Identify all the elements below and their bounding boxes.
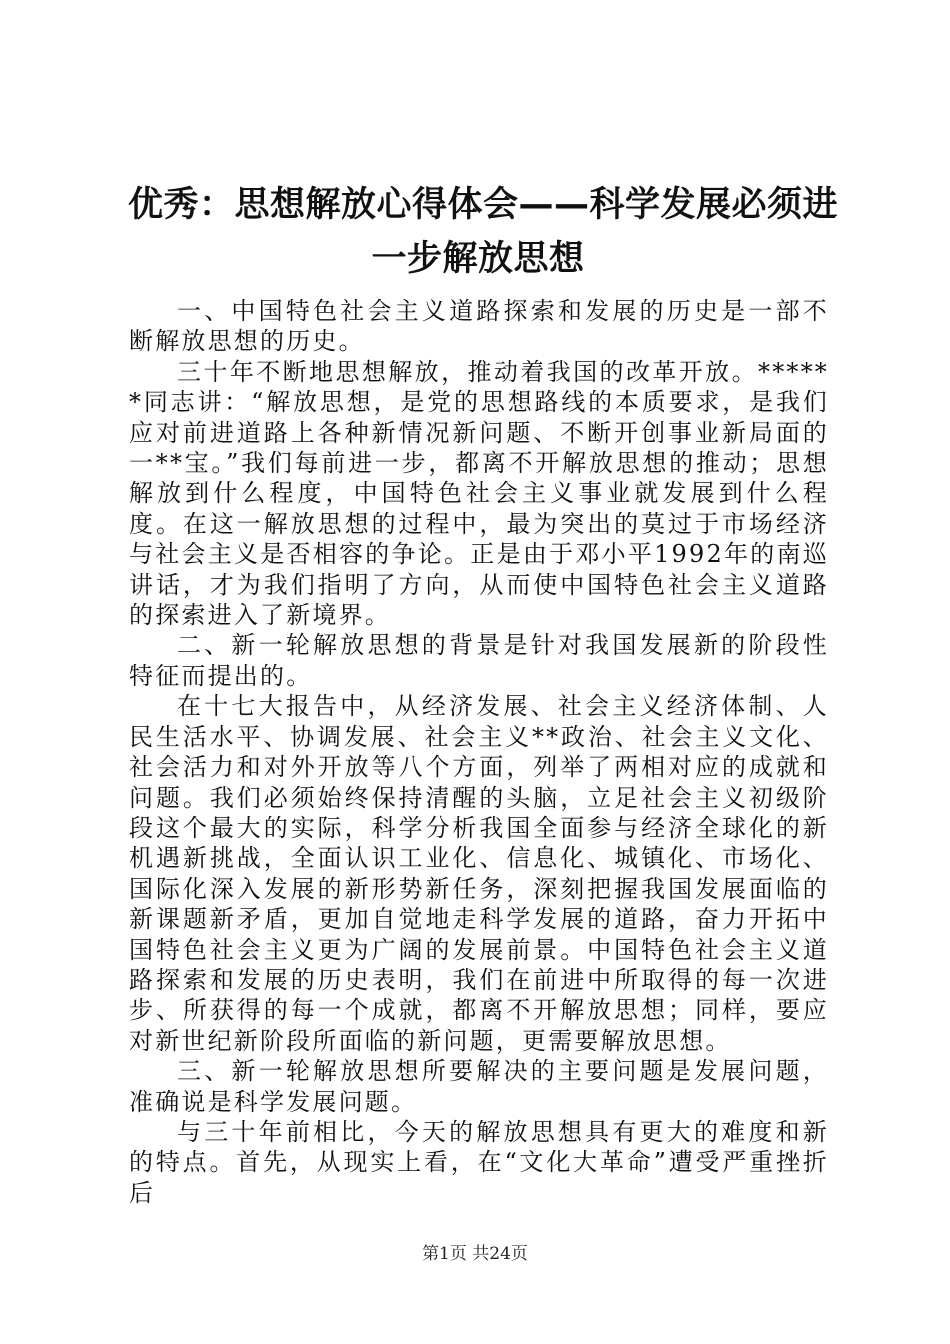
paragraph: 二、新一轮解放思想的背景是针对我国发展新的阶段性特征而提出的。	[129, 631, 829, 690]
paragraph: 与三十年前相比，今天的解放思想具有更大的难度和新的特点。首先，从现实上看，在“文化大革命”遭受严重挫折后	[129, 1117, 829, 1207]
title-line-1: 优秀：思想解放心得体会——科学发展必须进	[128, 185, 839, 225]
paragraph: 一、中国特色社会主义道路探索和发展的历史是一部不断解放思想的历史。	[129, 297, 829, 356]
page-total: 共24页	[472, 1244, 528, 1264]
paragraph: 在十七大报告中，从经济发展、社会主义经济体制、人民生活水平、协调发展、社会主义**政治、社会主义文化、社会活力和对外开放等八个方面，列举了两相对应的成就和问题。我们必须始终保持清醒的头脑，立足社会主义初级阶段这个最大的实际，科学分析我国全面参与经济全球化的新机遇新挑战，全面认识工业化、信息化、城镇化、市场化、国际化深入发展的新形势新任务，深刻把握我国发展面临的新课题新矛盾，更加自觉地走科学发展的道路，奋力开拓中国特色社会主义更为广阔的发展前景。中国特色社会主义道路探索和发展的历史表明，我们在前进中所取得的每一次进步、所获得的每一个成就，都离不开解放思想；同样，要应对新世纪新阶段所面临的新问题，更需要解放思想。	[129, 692, 829, 1055]
paragraph: 三、新一轮解放思想所要解决的主要问题是发展问题，准确说是科学发展问题。	[129, 1057, 829, 1116]
page-footer	[0, 1243, 950, 1265]
title-line-2: 一步解放思想	[371, 239, 585, 279]
page-title	[128, 178, 839, 286]
document-body	[129, 296, 829, 1208]
paragraph: 三十年不断地思想解放，推动着我国的改革开放。******同志讲：“解放思想，是党的思想路线的本质要求，是我们应对前进道路上各种新情况新问题、不断开创事业新局面的一**宝。”我们每前进一步，都离不开解放思想的推动；思想解放到什么程度，中国特色社会主义事业就发展到什么程度。在这一解放思想的过程中，最为突出的莫过于市场经济与社会主义是否相容的争论。正是由于邓小平1992年的南巡讲话，才为我们指明了方向，从而使中国特色社会主义道路的探索进入了新境界。	[129, 357, 829, 630]
page-number: 第1页	[422, 1244, 467, 1264]
